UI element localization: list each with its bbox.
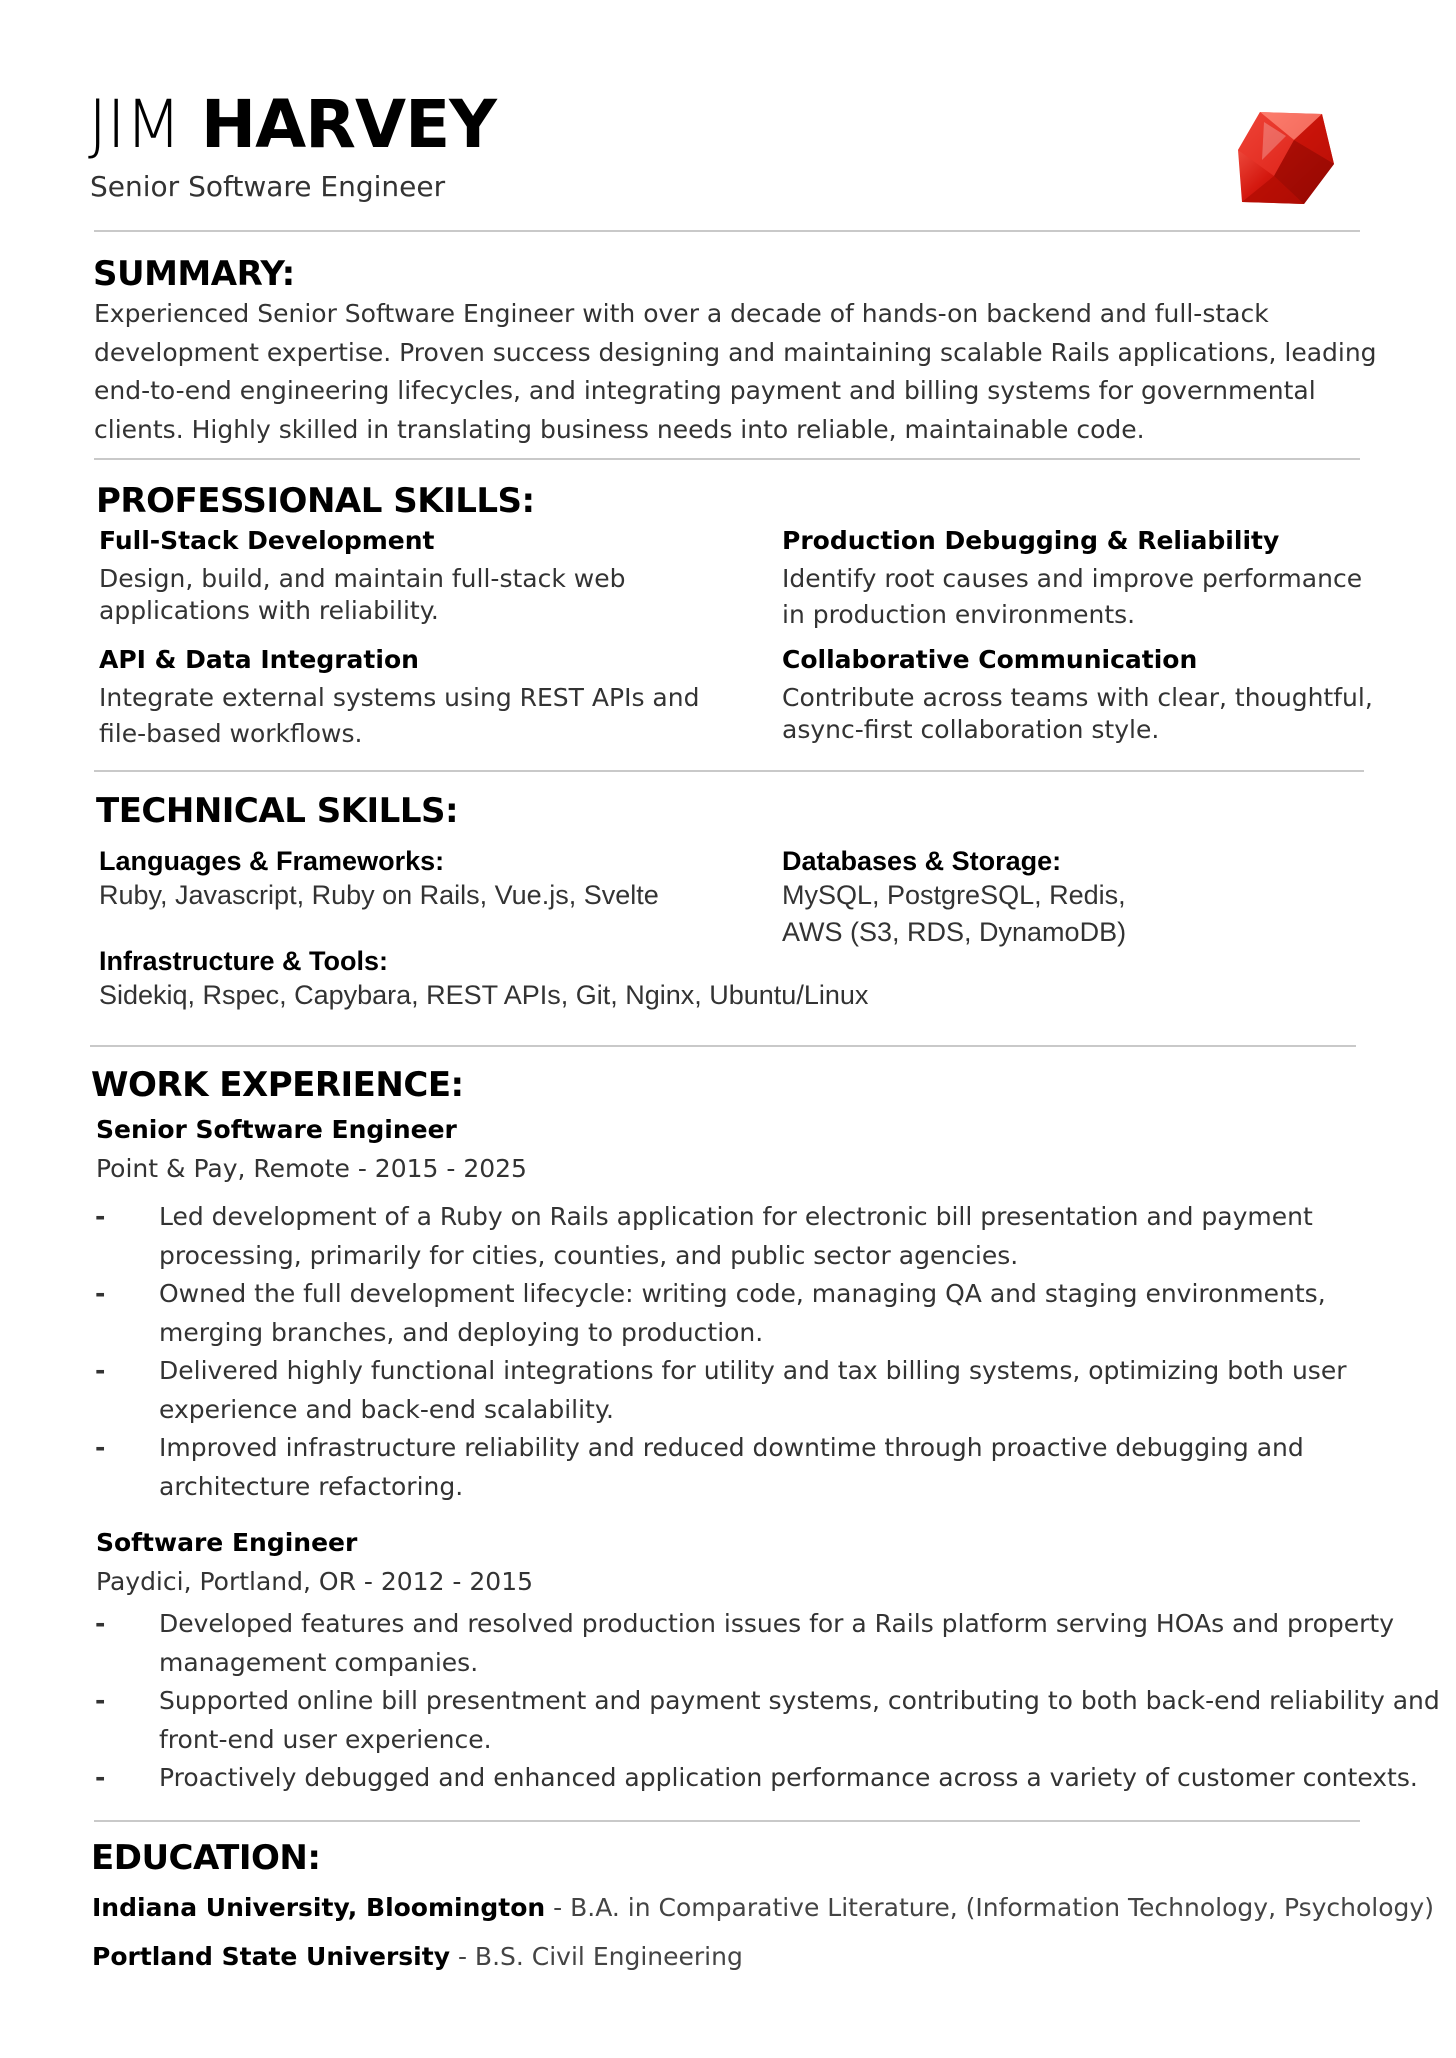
skill-line: Contribute across teams with clear, thoughtful, bbox=[782, 683, 1373, 712]
skill-block bbox=[99, 645, 759, 752]
summary-line: Experienced Senior Software Engineer with over a decade of hands-on backend and full-stack bbox=[94, 299, 1269, 328]
dash-marker: - bbox=[95, 1433, 106, 1462]
divider bbox=[90, 1045, 1356, 1047]
tech-line: MySQL, PostgreSQL, Redis, bbox=[782, 880, 1126, 910]
skill-block bbox=[782, 645, 1402, 748]
education-heading: EDUCATION: bbox=[91, 1838, 321, 1878]
tech-databases bbox=[782, 846, 1382, 951]
dash-marker: - bbox=[95, 1609, 106, 1638]
professional-skills-heading: PROFESSIONAL SKILLS: bbox=[96, 481, 535, 521]
education-entry bbox=[92, 1942, 743, 1971]
dash-marker: - bbox=[95, 1356, 106, 1385]
job-bullets bbox=[95, 1605, 1445, 1798]
skill-description bbox=[99, 561, 739, 629]
skill-title: Production Debugging & Reliability bbox=[782, 526, 1280, 555]
candidate-name bbox=[88, 86, 496, 163]
divider bbox=[94, 458, 1360, 460]
separator: - bbox=[545, 1893, 571, 1922]
tech-languages bbox=[99, 846, 759, 914]
list-item bbox=[95, 1682, 1445, 1759]
tech-label: Infrastructure & Tools: bbox=[99, 946, 389, 976]
summary-text bbox=[94, 295, 1394, 449]
ruby-gem-icon bbox=[1234, 106, 1338, 210]
summary-line: end-to-end engineering lifecycles, and integrating payment and billing systems for governmental bbox=[94, 376, 1316, 405]
bullet-line: Led development of a Ruby on Rails application for electronic bill presentation and payment bbox=[159, 1202, 1313, 1231]
skill-line: file-based workflows. bbox=[99, 719, 363, 748]
tech-line: AWS (S3, RDS, DynamoDB) bbox=[782, 917, 1127, 947]
technical-skills-heading: TECHNICAL SKILLS: bbox=[96, 791, 459, 831]
skill-line: Identify root causes and improve performance bbox=[782, 564, 1363, 593]
bullet-line: Supported online bill presentment and payment systems, contributing to both back-end reliability and bbox=[159, 1686, 1440, 1715]
skill-title: API & Data Integration bbox=[99, 645, 419, 674]
tech-value: Sidekiq, Rspec, Capybara, REST APIs, Git, Nginx, Ubuntu/Linux bbox=[99, 980, 869, 1010]
skill-line: Design, build, and maintain full-stack web bbox=[99, 564, 626, 593]
bullet-line: management companies. bbox=[159, 1647, 479, 1677]
tech-infrastructure bbox=[99, 946, 1099, 1014]
skill-title: Full-Stack Development bbox=[99, 526, 435, 555]
skill-line: async-first collaboration style. bbox=[782, 715, 1160, 744]
separator: - bbox=[450, 1942, 475, 1971]
dash-marker: - bbox=[95, 1202, 106, 1231]
list-item bbox=[95, 1759, 1445, 1798]
tech-value bbox=[782, 877, 1382, 951]
bullet-line: experience and back-end scalability. bbox=[159, 1394, 615, 1424]
first-name: JIM bbox=[88, 86, 181, 163]
degree: B.A. in Comparative Literature, (Information Technology, Psychology) bbox=[570, 1893, 1434, 1922]
bullet-line: merging branches, and deploying to production. bbox=[159, 1317, 764, 1347]
skill-line: applications with reliability. bbox=[99, 596, 439, 625]
job-bullets bbox=[95, 1198, 1435, 1506]
dash-marker: - bbox=[95, 1686, 106, 1715]
last-name: HARVEY bbox=[200, 86, 496, 163]
skill-description bbox=[782, 561, 1402, 633]
list-item bbox=[95, 1198, 1435, 1275]
bullet-line: Delivered highly functional integrations for utility and tax billing systems, optimizing both user bbox=[159, 1356, 1347, 1385]
dash-marker: - bbox=[95, 1763, 106, 1792]
list-item bbox=[95, 1275, 1435, 1352]
education-entry bbox=[92, 1893, 1434, 1922]
job-headline: Senior Software Engineer bbox=[90, 170, 446, 203]
skill-line: Integrate external systems using REST APIs and bbox=[99, 683, 700, 712]
divider bbox=[94, 230, 1360, 232]
list-item bbox=[95, 1605, 1445, 1682]
job-meta: Paydici, Portland, OR - 2012 - 2015 bbox=[96, 1567, 534, 1596]
work-experience-heading: WORK EXPERIENCE: bbox=[91, 1065, 464, 1105]
divider bbox=[94, 770, 1364, 772]
skill-description bbox=[99, 680, 759, 752]
job-meta: Point & Pay, Remote - 2015 - 2025 bbox=[96, 1154, 527, 1183]
job-title: Senior Software Engineer bbox=[96, 1115, 457, 1144]
list-item bbox=[95, 1429, 1435, 1506]
bullet-line: Owned the full development lifecycle: writing code, managing QA and staging environments, bbox=[159, 1279, 1326, 1308]
skill-block bbox=[99, 526, 739, 629]
divider bbox=[94, 1820, 1360, 1822]
tech-value: Ruby, Javascript, Ruby on Rails, Vue.js, Svelte bbox=[99, 880, 659, 910]
job-title: Software Engineer bbox=[96, 1528, 358, 1557]
degree: B.S. Civil Engineering bbox=[474, 1942, 743, 1971]
bullet-line: Improved infrastructure reliability and reduced downtime through proactive debugging and bbox=[159, 1433, 1304, 1462]
bullet-line: processing, primarily for cities, counties, and public sector agencies. bbox=[159, 1240, 1019, 1270]
skill-block bbox=[782, 526, 1402, 633]
tech-label: Databases & Storage: bbox=[782, 846, 1062, 876]
tech-label: Languages & Frameworks: bbox=[99, 846, 445, 876]
bullet-line: Developed features and resolved production issues for a Rails platform serving HOAs and property bbox=[159, 1609, 1395, 1638]
bullet-line: Proactively debugged and enhanced application performance across a variety of customer contexts. bbox=[159, 1763, 1418, 1792]
bullet-line: architecture refactoring. bbox=[159, 1471, 464, 1501]
skill-description bbox=[782, 680, 1402, 748]
summary-line: development expertise. Proven success designing and maintaining scalable Rails applications, leading bbox=[94, 337, 1377, 367]
dash-marker: - bbox=[95, 1279, 106, 1308]
school-name: Indiana University, Bloomington bbox=[92, 1893, 546, 1922]
bullet-line: front-end user experience. bbox=[159, 1724, 492, 1754]
skill-line: in production environments. bbox=[782, 600, 1136, 629]
skill-title: Collaborative Communication bbox=[782, 645, 1198, 674]
summary-line: clients. Highly skilled in translating business needs into reliable, maintainable code. bbox=[94, 414, 1145, 444]
school-name: Portland State University bbox=[92, 1942, 450, 1971]
summary-heading: SUMMARY: bbox=[93, 254, 295, 294]
list-item bbox=[95, 1352, 1435, 1429]
